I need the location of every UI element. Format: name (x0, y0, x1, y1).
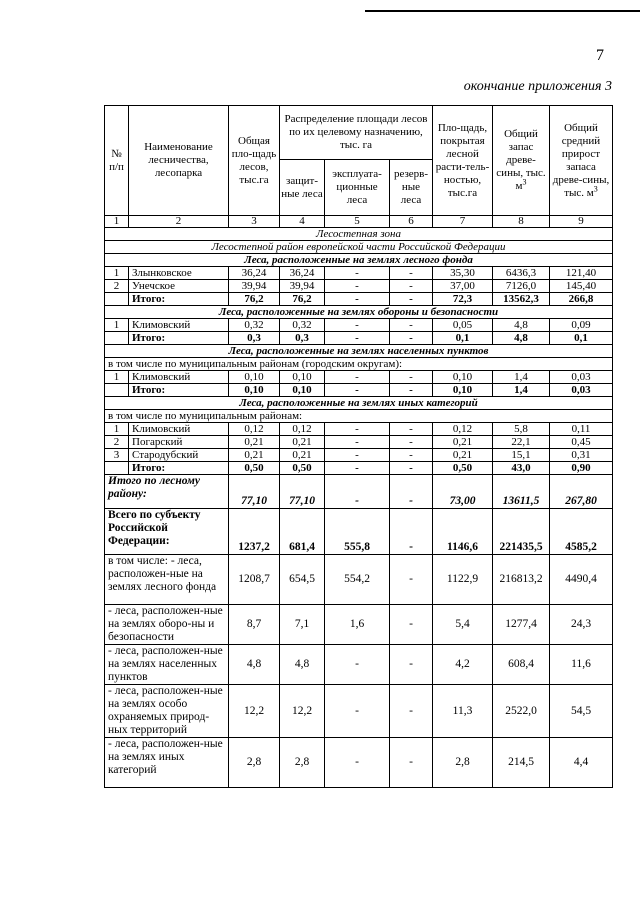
table-cell: - леса, расположен-ные на землях особо охраняемых природ-ных территорий (105, 685, 229, 738)
table-cell: 121,40 (550, 267, 613, 280)
table-cell: 681,4 (280, 509, 325, 555)
subject-total-row (105, 509, 613, 555)
table-cell (105, 462, 129, 475)
table-cell: 7,1 (280, 605, 325, 645)
table-cell: 0,21 (229, 436, 280, 449)
table-cell: 13611,5 (493, 475, 550, 509)
table-cell: - (325, 319, 390, 332)
table-cell: 2,8 (433, 738, 493, 788)
table-cell: 0,12 (280, 423, 325, 436)
header-exploitation: эксплуата-ционные леса (325, 160, 390, 216)
table-cell: 76,2 (280, 293, 325, 306)
table-cell: 0,1 (550, 332, 613, 345)
table-cell: 0,45 (550, 436, 613, 449)
header-growth: Общий средний прирост запаса древе-сины, тыс. $м^3$ (550, 106, 613, 216)
table-cell (105, 332, 129, 345)
table-cell: 0,09 (550, 319, 613, 332)
table-row (105, 267, 613, 280)
breakdown-row (105, 605, 613, 645)
table-cell: - (325, 475, 390, 509)
appendix-caption: окончание приложения 3 (463, 79, 612, 94)
section-other: Леса, расположенные на землях иных категорий (105, 397, 613, 410)
table-cell: 216813,2 (493, 555, 550, 605)
table-cell: 0,21 (280, 436, 325, 449)
table-cell: 266,8 (550, 293, 613, 306)
table-cell: 2 (105, 280, 129, 293)
table-cell: Итого: (129, 332, 229, 345)
table-cell: 0,1 (433, 332, 493, 345)
table-cell: 554,2 (325, 555, 390, 605)
table-cell: Злынковское (129, 267, 229, 280)
section-settlements: Леса, расположенные на землях населенных пунктов (105, 345, 613, 358)
table-cell: - (325, 462, 390, 475)
table-cell: 1 (105, 267, 129, 280)
table-cell: - (390, 509, 433, 555)
table-cell: 73,00 (433, 475, 493, 509)
table-cell: - (325, 436, 390, 449)
table-cell: 608,4 (493, 645, 550, 685)
table-cell: 4,8 (493, 319, 550, 332)
table-cell: - (325, 738, 390, 788)
table-cell: - (325, 267, 390, 280)
table-cell: - (325, 280, 390, 293)
table-cell: 1237,2 (229, 509, 280, 555)
table-cell: - (390, 645, 433, 685)
table-cell: - (390, 319, 433, 332)
table-cell: - леса, расположен-ные на землях иных категорий (105, 738, 229, 788)
table-cell: - (390, 267, 433, 280)
district-total-row (105, 475, 613, 509)
table-cell: Итого по лесному району: (105, 475, 229, 509)
table-cell: 4585,2 (550, 509, 613, 555)
table-cell: - леса, расположен-ные на землях оборо-ны и безопасности (105, 605, 229, 645)
page-number: 7 (596, 47, 604, 64)
table-cell: 0,21 (433, 449, 493, 462)
table-cell: 2522,0 (493, 685, 550, 738)
table-cell: - (390, 436, 433, 449)
table-cell: 221435,5 (493, 509, 550, 555)
table-cell: - леса, расположен-ные на землях населенных пунктов (105, 645, 229, 685)
top-rule (365, 10, 640, 12)
table-cell: 1 (105, 371, 129, 384)
table-cell: 4,2 (433, 645, 493, 685)
breakdown-row (105, 685, 613, 738)
table-cell: 8,7 (229, 605, 280, 645)
table-cell: 4,8 (229, 645, 280, 685)
total-row (105, 293, 613, 306)
breakdown-row (105, 645, 613, 685)
table-cell: 0,3 (229, 332, 280, 345)
table-cell: 5,8 (493, 423, 550, 436)
table-cell: 0,21 (280, 449, 325, 462)
total-row (105, 332, 613, 345)
table-cell: 12,2 (229, 685, 280, 738)
table-cell: - (390, 449, 433, 462)
table-cell: 54,5 (550, 685, 613, 738)
table-cell: - (390, 555, 433, 605)
table-cell: - (390, 475, 433, 509)
table-cell: - (325, 449, 390, 462)
table-cell: 0,12 (433, 423, 493, 436)
table-cell: 11,3 (433, 685, 493, 738)
breakdown-row (105, 738, 613, 788)
table-cell: 39,94 (229, 280, 280, 293)
table-cell: 1,6 (325, 605, 390, 645)
table-cell: 43,0 (493, 462, 550, 475)
table-cell: 4,8 (493, 332, 550, 345)
table-cell: 4490,4 (550, 555, 613, 605)
table-cell: в том числе: - леса, расположен-ные на землях лесного фонда (105, 555, 229, 605)
header-stock: Общий запас древе-сины, тыс. $м^3$ (493, 106, 550, 216)
table-cell: - (325, 645, 390, 685)
table-cell: 77,10 (229, 475, 280, 509)
header-name: Наименование лесничества, лесопарка (129, 106, 229, 216)
table-cell: 37,00 (433, 280, 493, 293)
table-cell: 72,3 (433, 293, 493, 306)
table-cell: 0,10 (433, 371, 493, 384)
table-cell: 22,1 (493, 436, 550, 449)
total-row (105, 462, 613, 475)
table-cell: Климовский (129, 371, 229, 384)
table-cell: 214,5 (493, 738, 550, 788)
column-numbers-row: 1 2 3 4 5 6 7 8 9 (105, 216, 613, 228)
table-cell: - (390, 332, 433, 345)
table-cell: 3 (105, 449, 129, 462)
table-row (105, 371, 613, 384)
table-cell: - (390, 738, 433, 788)
table-cell: - (390, 371, 433, 384)
header-num: № п/п (105, 106, 129, 216)
table-cell: 0,3 (280, 332, 325, 345)
table-cell: 2 (105, 436, 129, 449)
table-cell: - (325, 423, 390, 436)
table-cell: 0,50 (229, 462, 280, 475)
table-cell: 1,4 (493, 371, 550, 384)
table-cell: 0,31 (550, 449, 613, 462)
table-cell: 1146,6 (433, 509, 493, 555)
table-cell: 6436,3 (493, 267, 550, 280)
header-total-area: Общая пло-щадь лесов, тыс.га (229, 106, 280, 216)
table-cell: 1 (105, 319, 129, 332)
total-row (105, 384, 613, 397)
table-cell: 1 (105, 423, 129, 436)
table-cell: 1208,7 (229, 555, 280, 605)
header-distribution-group: Распределение площади лесов по их целевому назначению, тыс. га (280, 106, 433, 160)
header-protective: защит-ные леса (280, 160, 325, 216)
table-cell: 0,10 (229, 384, 280, 397)
zone-title: Лесостепная зона (105, 228, 613, 241)
table-cell: 0,90 (550, 462, 613, 475)
table-cell: - (390, 280, 433, 293)
other-note: в том числе по муниципальным районам: (105, 410, 613, 423)
table-cell: - (325, 685, 390, 738)
settlements-note: в том числе по муниципальным районам (городским округам): (105, 358, 613, 371)
table-cell: 5,4 (433, 605, 493, 645)
table-cell (105, 293, 129, 306)
table-cell: 1,4 (493, 384, 550, 397)
table-cell: Итого: (129, 293, 229, 306)
region-title: Лесостепной район европейской части Российской Федерации (105, 241, 613, 254)
table-cell: Климовский (129, 423, 229, 436)
table-cell: 0,10 (229, 371, 280, 384)
table-cell: 0,21 (433, 436, 493, 449)
table-cell: 0,11 (550, 423, 613, 436)
table-cell: 0,05 (433, 319, 493, 332)
table-cell: - (325, 332, 390, 345)
table-cell: 0,32 (280, 319, 325, 332)
table-cell: - (325, 384, 390, 397)
table-cell: 0,10 (433, 384, 493, 397)
table-cell: 0,32 (229, 319, 280, 332)
table-cell: - (390, 605, 433, 645)
table-cell: - (390, 685, 433, 738)
table-cell: 0,03 (550, 384, 613, 397)
table-cell: 7126,0 (493, 280, 550, 293)
table-cell: 267,80 (550, 475, 613, 509)
table-row (105, 280, 613, 293)
table-cell: 0,10 (280, 371, 325, 384)
table-cell (105, 384, 129, 397)
table-cell: - (325, 293, 390, 306)
table-row (105, 449, 613, 462)
forest-distribution-table (104, 105, 613, 788)
table-cell: 0,12 (229, 423, 280, 436)
table-cell: - (325, 371, 390, 384)
table-cell: 0,10 (280, 384, 325, 397)
header-covered-area: Пло-щадь, покрытая лесной расти-тель-ностью, тыс.га (433, 106, 493, 216)
table-cell: 77,10 (280, 475, 325, 509)
breakdown-row (105, 555, 613, 605)
table-cell: 0,21 (229, 449, 280, 462)
table-cell: 13562,3 (493, 293, 550, 306)
table-cell: 1277,4 (493, 605, 550, 645)
table-cell: - (390, 423, 433, 436)
table-cell: 555,8 (325, 509, 390, 555)
header-reserve: резерв-ные леса (390, 160, 433, 216)
table-cell: 24,3 (550, 605, 613, 645)
table-cell: - (390, 462, 433, 475)
table-cell: 1122,9 (433, 555, 493, 605)
section-forest-fund: Леса, расположенные на землях лесного фонда (105, 254, 613, 267)
table-cell: 12,2 (280, 685, 325, 738)
table-cell: 36,24 (280, 267, 325, 280)
table-cell: Климовский (129, 319, 229, 332)
table-cell: 654,5 (280, 555, 325, 605)
table-cell: 4,4 (550, 738, 613, 788)
table-cell: 15,1 (493, 449, 550, 462)
table-cell: 11,6 (550, 645, 613, 685)
table-cell: Стародубский (129, 449, 229, 462)
table-cell: - (390, 293, 433, 306)
table-cell: 2,8 (229, 738, 280, 788)
table-cell: 76,2 (229, 293, 280, 306)
table-cell: 2,8 (280, 738, 325, 788)
table-cell: 0,03 (550, 371, 613, 384)
table-cell: 39,94 (280, 280, 325, 293)
table-cell: Погарский (129, 436, 229, 449)
table-cell: 145,40 (550, 280, 613, 293)
table-cell: 36,24 (229, 267, 280, 280)
table-cell: Унечское (129, 280, 229, 293)
section-defense: Леса, расположенные на землях обороны и безопасности (105, 306, 613, 319)
table-row (105, 423, 613, 436)
table-cell: - (390, 384, 433, 397)
table-cell: Всего по субъекту Российской Федерации: (105, 509, 229, 555)
table-cell: 0,50 (280, 462, 325, 475)
table-cell: 35,30 (433, 267, 493, 280)
table-cell: 4,8 (280, 645, 325, 685)
table-row (105, 436, 613, 449)
table-row (105, 319, 613, 332)
table-cell: 0,50 (433, 462, 493, 475)
table-cell: Итого: (129, 384, 229, 397)
table-cell: Итого: (129, 462, 229, 475)
